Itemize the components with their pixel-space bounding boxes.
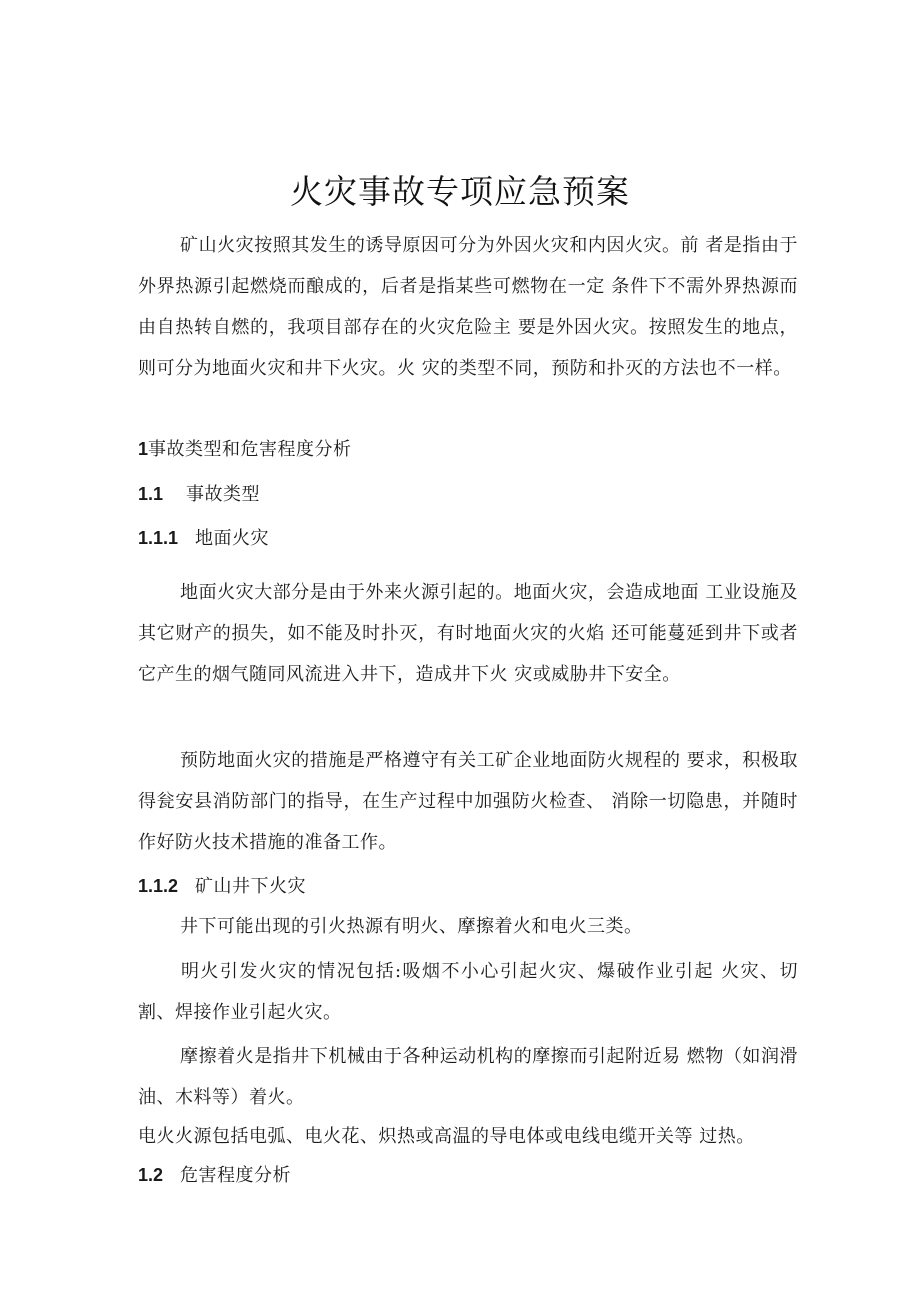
section-number: 1.1.1	[138, 528, 179, 548]
paragraph-text: 电火火源包括电弧、电火花、炽热或高温的导电体或电线电缆开关等 过热。	[138, 1126, 755, 1147]
paragraph-text: 明火引发火灾的情况包括:吸烟不小心引起火灾、爆破作业引起 火灾、切割、焊接作业引起火灾。	[138, 961, 798, 1023]
section-heading-1-2	[138, 1160, 291, 1191]
intro-text: 矿山火灾按照其发生的诱导原因可分为外因火灾和内因火灾。前 者是指由于外界热源引起燃烧而酿成的，后者是指某些可燃物在一定 条件下不需外界热源而由自热转自燃的，我项目部存在的火灾危险主 要是外因火灾。按照发生的地点，则可分为地面火灾和井下火灾。火 灾的类型不同，预防和扑灭的方法也不一样。	[138, 235, 798, 379]
ground-fire-paragraph-2	[138, 740, 798, 863]
underground-fire-paragraph-2	[138, 951, 798, 1033]
section-heading-1-1	[138, 479, 260, 510]
paragraph-text: 摩擦着火是指井下机械由于各种运动机构的摩擦而引起附近易 燃物（如润滑油、木料等）着火。	[138, 1046, 798, 1108]
paragraph-text: 预防地面火灾的措施是严格遵守有关工矿企业地面防火规程的 要求，积极取得瓮安县消防部门的指导，在生产过程中加强防火检查、 消除一切隐患，并随时作好防火技术措施的准备工作。	[138, 750, 798, 853]
section-heading-1-1-1	[138, 523, 269, 554]
section-number: 1.1	[138, 484, 164, 504]
paragraph-text: 井下可能出现的引火热源有明火、摩擦着火和电火三类。	[180, 916, 643, 937]
ground-fire-paragraph-1	[138, 572, 798, 695]
underground-fire-paragraph-4	[138, 1116, 803, 1157]
section-number: 1.1.2	[138, 876, 179, 896]
underground-fire-paragraph-1	[138, 906, 798, 947]
section-title: 矿山井下火灾	[195, 876, 306, 897]
paragraph-text: 地面火灾大部分是由于外来火源引起的。地面火灾，会造成地面 工业设施及其它财产的损失，如不能及时扑灭，有时地面火灾的火焰 还可能蔓延到井下或者它产生的烟气随同风流进入井下，造成井下火 灾或威胁井下安全。	[138, 582, 798, 685]
document-title: 火灾事故专项应急预案	[290, 172, 630, 211]
section-title: 事故类型和危害程度分析	[148, 439, 352, 460]
section-title: 危害程度分析	[180, 1165, 291, 1186]
intro-paragraph	[138, 225, 798, 389]
section-heading-1-1-2	[138, 871, 306, 902]
section-number: 1.2	[138, 1165, 164, 1185]
section-title: 地面火灾	[195, 528, 269, 549]
section-number: 1	[138, 439, 149, 459]
section-title: 事故类型	[186, 484, 260, 505]
section-heading-1	[138, 434, 352, 465]
underground-fire-paragraph-3	[138, 1036, 798, 1118]
